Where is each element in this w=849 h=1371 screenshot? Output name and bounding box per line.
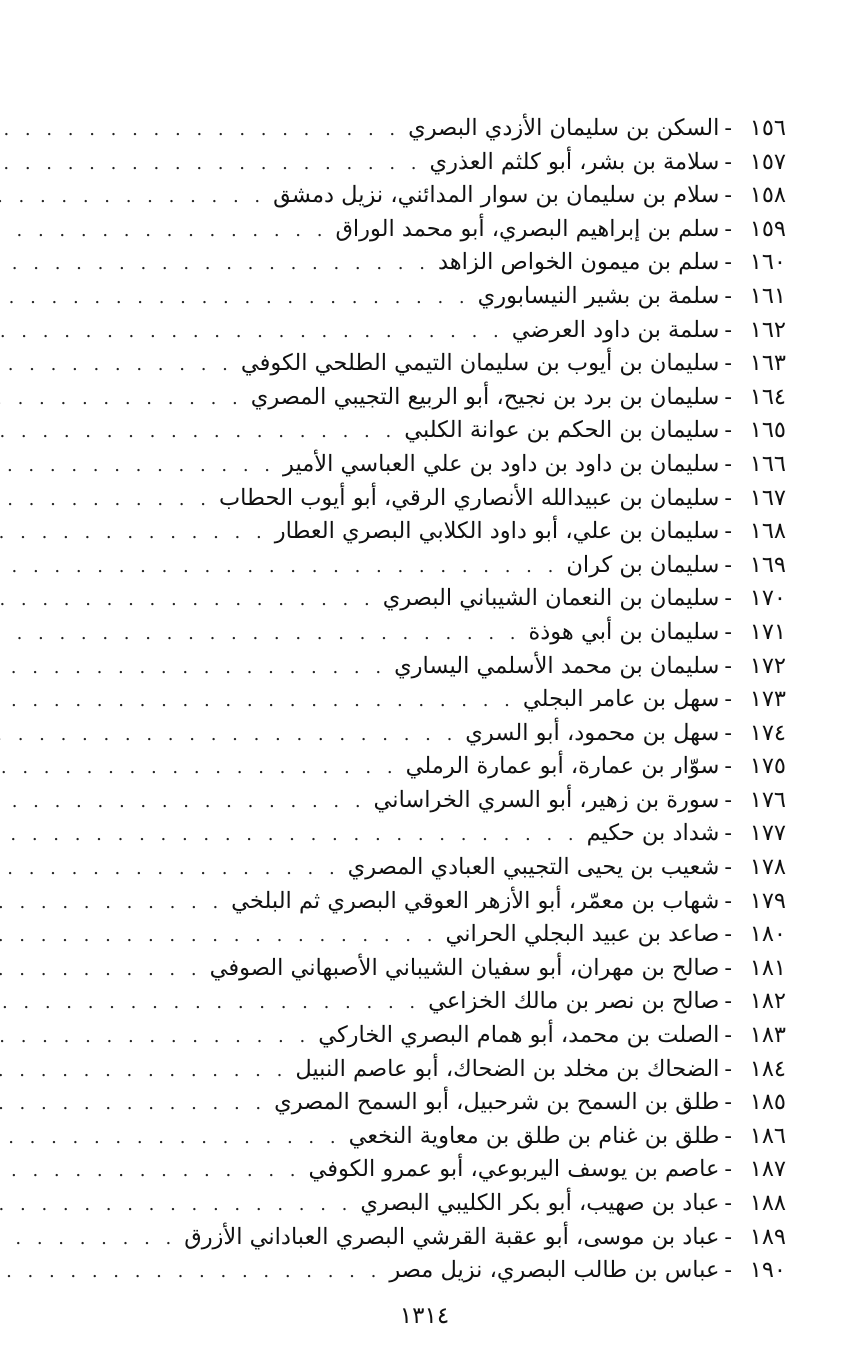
entry-number: ١٦٣ (749, 350, 786, 377)
entry-dash: - (724, 719, 732, 746)
entry-number: ١٧٣ (749, 686, 786, 713)
dot-leader (0, 147, 422, 181)
entry-title: عباد بن صهيب، أبو بكر الكليبي البصري (360, 1190, 720, 1216)
entry-number: ١٧٩ (749, 887, 786, 914)
entry-dash: - (724, 854, 732, 881)
toc-entry (34, 817, 786, 851)
entry-title: عاصم بن يوسف اليربوعي، أبو عمرو الكوفي (308, 1156, 720, 1183)
toc-entry (34, 1120, 786, 1154)
toc-entry (34, 1019, 786, 1053)
entry-number: ١٨٧ (749, 1156, 786, 1183)
toc-entry (34, 1086, 786, 1120)
entry-number: ١٨٦ (749, 1122, 786, 1149)
entry-dash: - (724, 1089, 732, 1116)
dot-leader (0, 550, 558, 584)
dot-leader (0, 1121, 341, 1155)
toc-entry (34, 414, 786, 448)
entry-dash: - (724, 148, 732, 175)
entry-dash: - (724, 316, 732, 343)
entry-dash: - (724, 1223, 732, 1250)
entry-number: ١٦٤ (749, 383, 786, 410)
entry-title: سلم بن ميمون الخواص الزاهد (437, 249, 720, 276)
entry-number: ١٧٨ (749, 854, 786, 881)
toc-entry (34, 1053, 786, 1087)
entry-title: سليمان بن النعمان الشيباني البصري (382, 585, 720, 612)
toc-entry (34, 582, 786, 616)
toc-entry (34, 1254, 786, 1288)
entry-title: سوّار بن عمارة، أبو عمارة الرملي (405, 753, 720, 780)
toc-entry (34, 717, 786, 751)
dot-leader (0, 516, 267, 550)
toc-entry (34, 213, 786, 247)
entry-title: شهاب بن معمّر، أبو الأزهر العوقي البصري ثم البلخي (231, 887, 720, 914)
entry-dash: - (724, 383, 732, 410)
entry-title: سلام بن سليمان بن سوار المدائني، نزيل دمشق (273, 182, 720, 209)
dot-leader (0, 785, 366, 819)
dot-leader (0, 281, 470, 315)
entry-title: السكن بن سليمان الأزدي البصري (408, 115, 720, 141)
dot-leader (0, 986, 420, 1020)
entry-title: شعيب بن يحيى التجيبي العبادي المصري (347, 854, 720, 881)
entry-number: ١٧٧ (749, 820, 786, 847)
page-number: ١٣١٤ (399, 1303, 450, 1329)
entry-title: سليمان بن أبي هوذة (528, 618, 720, 645)
dot-leader (0, 1020, 310, 1054)
entry-number: ١٦٧ (749, 484, 786, 511)
toc-entry (34, 1187, 786, 1221)
entry-number: ١٦٠ (749, 249, 786, 276)
entry-title: سليمان بن داود بن داود بن علي العباسي الأمير (283, 450, 720, 477)
dot-leader (0, 1222, 176, 1256)
entry-dash: - (724, 417, 732, 444)
dot-leader (0, 818, 579, 852)
entry-title: عباد بن موسى، أبو عقبة القرشي البصري العباداني الأزرق (184, 1223, 720, 1250)
entry-number: ١٥٨ (749, 182, 786, 209)
entry-number: ١٨٢ (749, 988, 786, 1015)
entry-title: سليمان بن برد بن نجيح، أبو الربيع التجيبي المصري (250, 383, 720, 410)
entry-title: سورة بن زهير، أبو السري الخراساني (373, 786, 720, 813)
entry-dash: - (724, 518, 732, 545)
toc-entry (34, 179, 786, 213)
entry-dash: - (724, 484, 732, 511)
toc-entry (34, 146, 786, 180)
dot-leader (0, 1188, 352, 1222)
entry-dash: - (724, 1257, 732, 1284)
entry-number: ١٧٢ (749, 652, 786, 679)
entry-number: ١٦٢ (749, 316, 786, 343)
entry-dash: - (724, 1190, 732, 1216)
entry-number: ١٨٨ (749, 1190, 786, 1216)
entry-title: سليمان بن الحكم بن عوانة الكلبي (404, 417, 720, 444)
entry-number: ١٦٩ (749, 551, 786, 578)
entry-number: ١٦٨ (749, 518, 786, 545)
entry-number: ١٩٠ (749, 1257, 786, 1284)
entry-number: ١٦٥ (749, 417, 786, 444)
entry-dash: - (724, 988, 732, 1015)
toc-entry (34, 1153, 786, 1187)
entry-title: سهل بن محمود، أبو السري (465, 719, 720, 746)
toc-entry (34, 851, 786, 885)
entry-dash: - (724, 887, 732, 914)
toc-entry (34, 515, 786, 549)
entry-dash: - (724, 450, 732, 477)
dot-leader (0, 684, 515, 718)
dot-leader (0, 852, 340, 886)
entry-title: صالح بن مهران، أبو سفيان الشيباني الأصبهاني الصوفي (209, 954, 720, 981)
entry-title: سليمان بن أيوب بن سليمان التيمي الطلحي الكوفي (240, 350, 720, 377)
dot-leader (0, 180, 265, 214)
dot-leader (0, 1255, 381, 1289)
entry-title: الصلت بن محمد، أبو همام البصري الخاركي (318, 1022, 720, 1049)
entry-title: عباس بن طالب البصري، نزيل مصر (389, 1257, 720, 1284)
table-of-contents (34, 112, 786, 1288)
dot-leader (0, 214, 327, 248)
entry-dash: - (724, 652, 732, 679)
entry-dash: - (724, 115, 732, 141)
entry-title: سليمان بن كران (566, 551, 720, 578)
entry-title: سهل بن عامر البجلي (522, 686, 720, 713)
entry-title: صاعد بن عبيد البجلي الحراني (445, 921, 720, 948)
toc-entry (34, 112, 786, 146)
entry-dash: - (724, 686, 732, 713)
toc-entry (34, 314, 786, 348)
dot-leader (0, 449, 275, 483)
dot-leader (0, 617, 521, 651)
entry-title: طلق بن غنام بن طلق بن معاوية النخعي (348, 1122, 720, 1149)
entry-dash: - (724, 753, 732, 780)
entry-number: ١٦٦ (749, 450, 786, 477)
dot-leader (0, 718, 457, 752)
toc-entry (34, 381, 786, 415)
entry-number: ١٨٣ (749, 1022, 786, 1049)
entry-title: صالح بن نصر بن مالك الخزاعي (428, 988, 720, 1015)
entry-title: سلم بن إبراهيم البصري، أبو محمد الوراق (335, 215, 720, 242)
entry-dash: - (724, 585, 732, 612)
entry-number: ١٨٠ (749, 921, 786, 948)
entry-title: سلامة بن بشر، أبو كلثم العذري (429, 148, 720, 175)
dot-leader (0, 751, 398, 785)
entry-number: ١٧٠ (749, 585, 786, 612)
dot-leader (0, 1054, 287, 1088)
entry-dash: - (724, 282, 732, 309)
entry-number: ١٥٦ (749, 115, 786, 141)
dot-leader (0, 953, 202, 987)
dot-leader (0, 651, 386, 685)
entry-number: ١٥٩ (749, 215, 786, 242)
toc-entry (34, 952, 786, 986)
entry-dash: - (724, 350, 732, 377)
toc-entry (34, 784, 786, 818)
entry-title: سلمة بن بشير النيسابوري (477, 282, 720, 309)
dot-leader (0, 415, 396, 449)
entry-title: الضحاك بن مخلد بن الضحاك، أبو عاصم النبيل (295, 1055, 720, 1082)
dot-leader (0, 382, 243, 416)
toc-entry (34, 885, 786, 919)
entry-dash: - (724, 182, 732, 209)
dot-leader (0, 315, 504, 349)
dot-leader (0, 583, 375, 617)
entry-title: سليمان بن علي، أبو داود الكلابي البصري العطار (274, 518, 720, 545)
entry-title: سلمة بن داود العرضي (511, 316, 720, 343)
toc-entry (34, 280, 786, 314)
entry-dash: - (724, 820, 732, 847)
toc-entry (34, 918, 786, 952)
entry-title: سليمان بن عبيدالله الأنصاري الرقي، أبو أيوب الحطاب (218, 484, 720, 511)
toc-entry (34, 448, 786, 482)
toc-entry (34, 683, 786, 717)
entry-title: طلق بن السمح بن شرحبيل، أبو السمح المصري (274, 1089, 720, 1116)
dot-leader (0, 1087, 266, 1121)
entry-dash: - (724, 1156, 732, 1183)
dot-leader (0, 247, 430, 281)
toc-entry (34, 616, 786, 650)
entry-dash: - (724, 921, 732, 948)
entry-dash: - (724, 1055, 732, 1082)
toc-entry (34, 650, 786, 684)
entry-number: ١٦١ (749, 282, 786, 309)
entry-dash: - (724, 1122, 732, 1149)
entry-number: ١٧١ (749, 618, 786, 645)
entry-dash: - (724, 786, 732, 813)
toc-entry (34, 985, 786, 1019)
entry-dash: - (724, 551, 732, 578)
entry-title: شداد بن حكيم (586, 820, 720, 847)
entry-dash: - (724, 1022, 732, 1049)
dot-leader (0, 113, 400, 147)
toc-entry (34, 549, 786, 583)
entry-dash: - (724, 215, 732, 242)
entry-number: ١٨١ (749, 954, 786, 981)
toc-entry (34, 347, 786, 381)
entry-number: ١٧٥ (749, 753, 786, 780)
dot-leader (0, 1154, 301, 1188)
entry-number: ١٧٤ (749, 719, 786, 746)
dot-leader (0, 919, 437, 953)
entry-dash: - (724, 249, 732, 276)
toc-entry (34, 750, 786, 784)
dot-leader (0, 348, 233, 382)
dot-leader (0, 483, 211, 517)
toc-entry (34, 1221, 786, 1255)
entry-title: سليمان بن محمد الأسلمي اليساري (394, 652, 720, 679)
entry-dash: - (724, 618, 732, 645)
toc-entry (34, 246, 786, 280)
toc-entry (34, 482, 786, 516)
entry-number: ١٧٦ (749, 786, 786, 813)
entry-number: ١٨٤ (749, 1055, 786, 1082)
dot-leader (0, 886, 223, 920)
entry-number: ١٥٧ (749, 148, 786, 175)
entry-number: ١٨٥ (749, 1089, 786, 1116)
entry-number: ١٨٩ (749, 1223, 786, 1250)
entry-dash: - (724, 954, 732, 981)
